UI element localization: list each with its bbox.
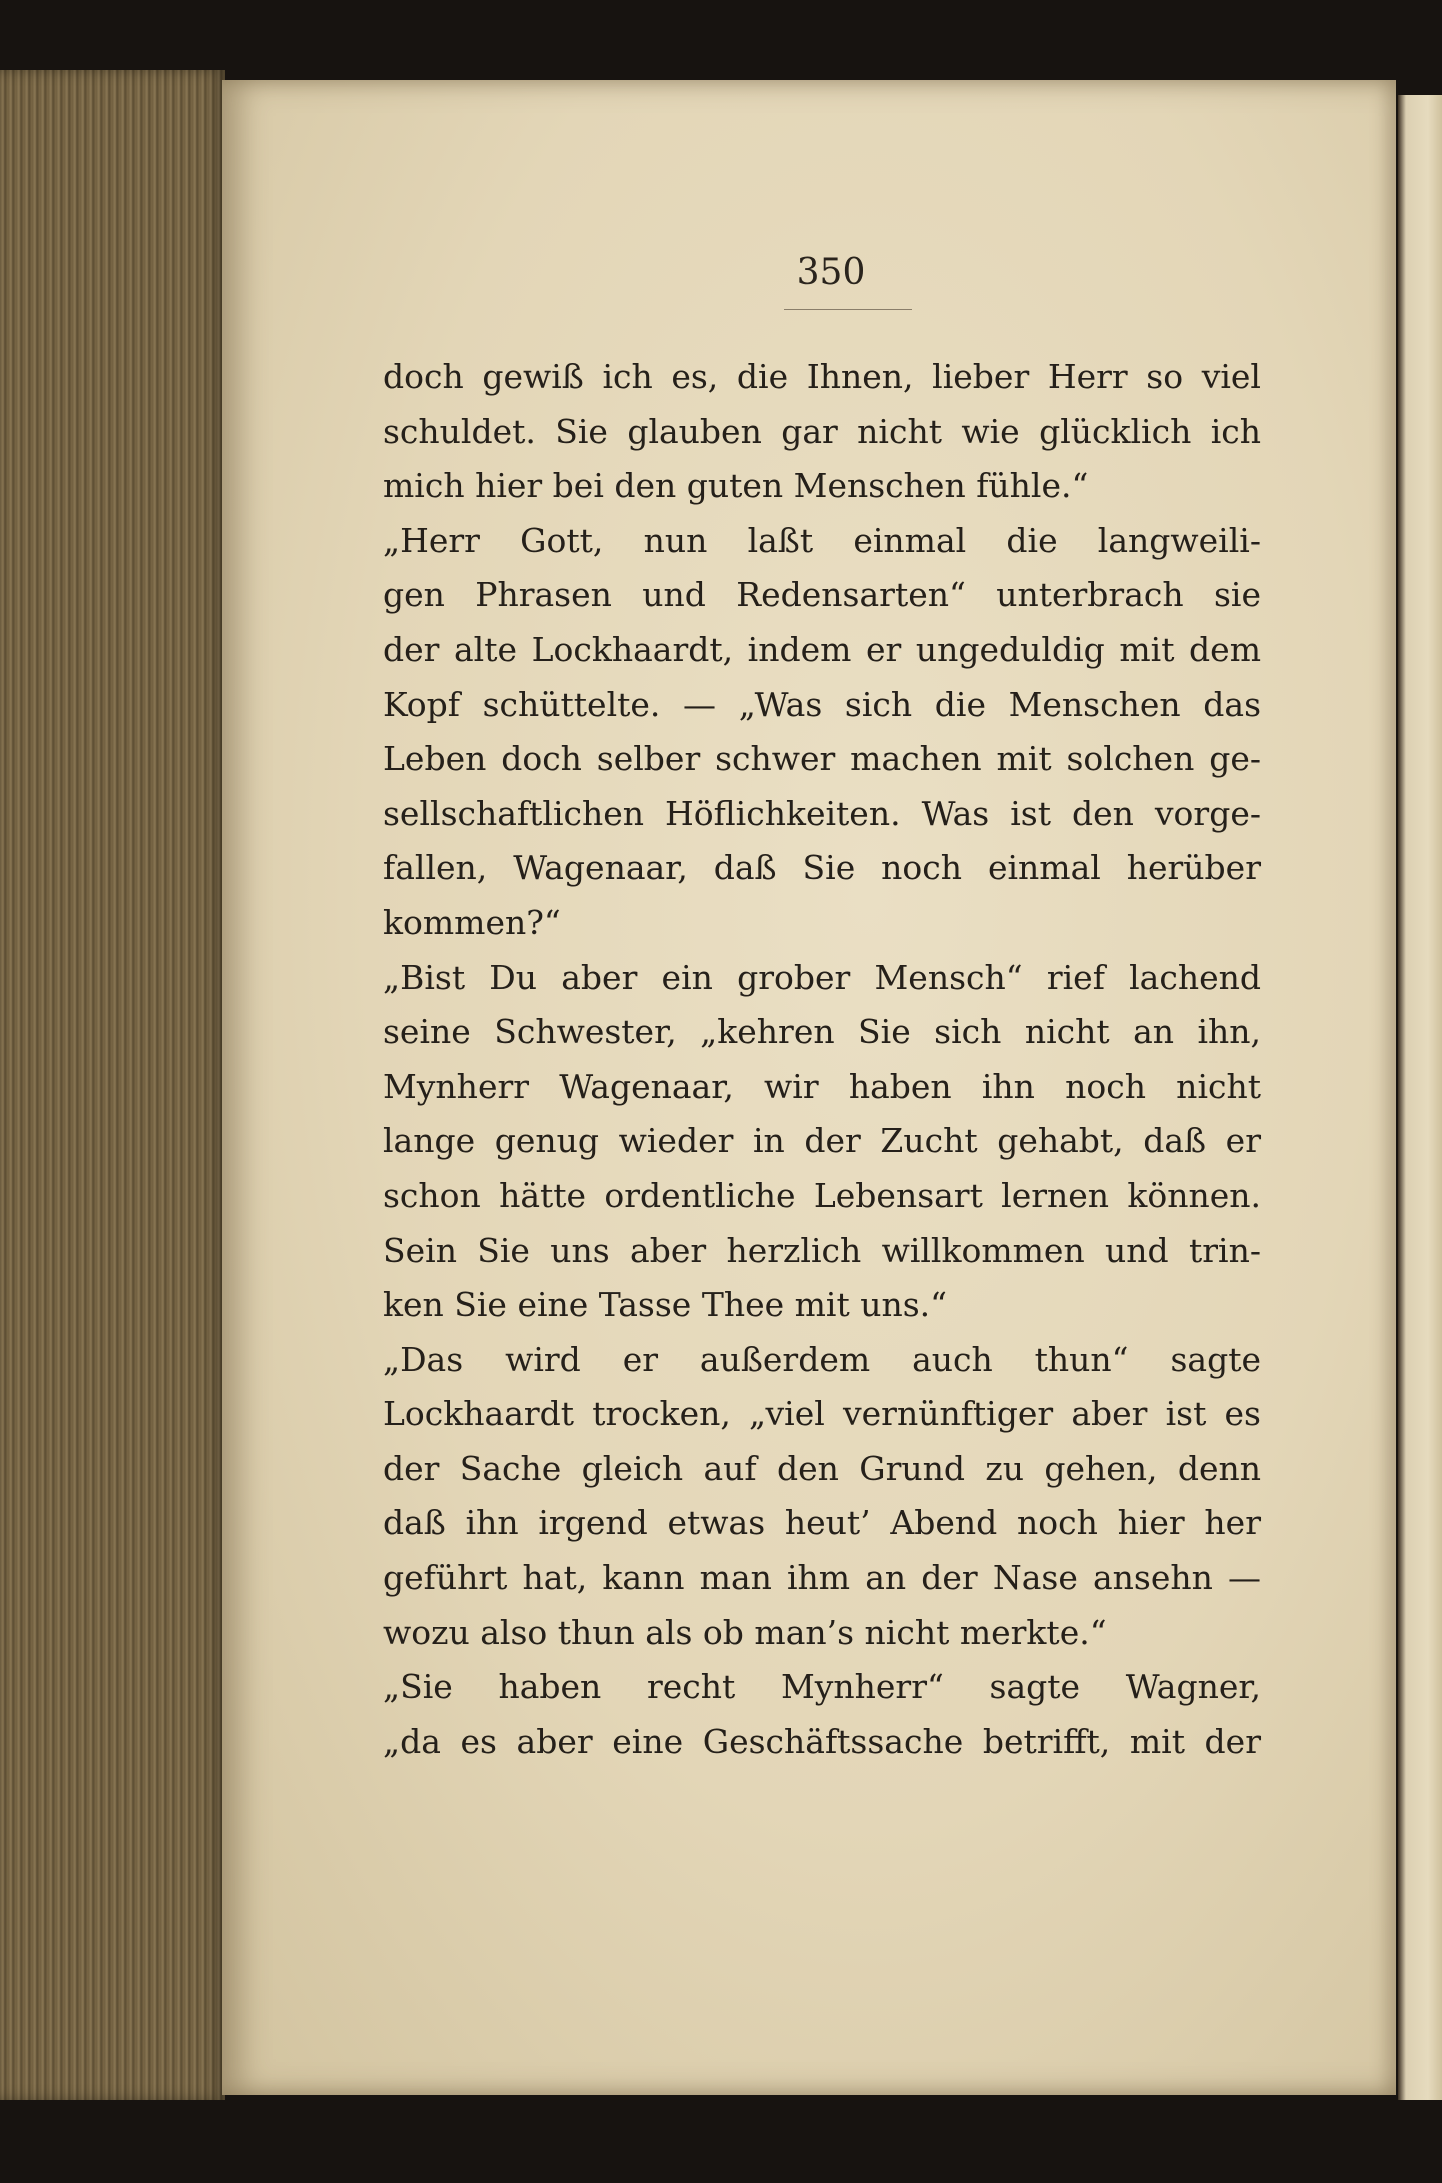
text-line: „Sie haben recht Mynherr“ sagte Wagner,	[383, 1667, 1261, 1707]
text-line: seine Schwester, „kehren Sie sich nicht an ihn,	[383, 1012, 1261, 1052]
text-line: doch gewiß ich es, die Ihnen, lieber Herr so viel	[383, 357, 1261, 396]
text-line: „Bist Du aber ein grober Mensch“ rief lachend	[383, 957, 1261, 997]
text-line: der alte Lockhaardt, indem er ungeduldig mit dem	[383, 629, 1261, 669]
text-line: schuldet. Sie glauben gar nicht wie glücklich ich	[383, 411, 1261, 451]
text-line: lange genug wieder in der Zucht gehabt, daß er	[383, 1121, 1261, 1161]
text-line: kommen?“	[383, 902, 561, 942]
text-line: mich hier bei den guten Menschen fühle.“	[383, 466, 1089, 506]
text-line: „Das wird er außerdem auch thun“ sagte	[383, 1339, 1261, 1379]
text-line: daß ihn irgend etwas heut’ Abend noch hier her	[383, 1503, 1261, 1543]
page-edges	[0, 70, 225, 2100]
body-text	[383, 350, 1261, 1769]
text-line: schon hätte ordentliche Lebensart lernen können.	[383, 1175, 1261, 1215]
text-line: gen Phrasen und Redensarten“ unterbrach sie	[383, 575, 1261, 615]
text-line: Lockhaardt trocken, „viel vernünftiger aber ist es	[383, 1394, 1261, 1434]
text-line: fallen, Wagenaar, daß Sie noch einmal herüber	[383, 848, 1261, 888]
text-line: geführt hat, kann man ihm an der Nase ansehn —	[383, 1558, 1261, 1598]
facing-page-edge	[1398, 95, 1442, 2100]
page-number: 350	[796, 252, 866, 293]
text-line: Mynherr Wagenaar, wir haben ihn noch nicht	[383, 1066, 1261, 1106]
text-line: Sein Sie uns aber herzlich willkommen und trin-	[383, 1230, 1261, 1270]
text-line: „Herr Gott, nun laßt einmal die langweili-	[383, 520, 1261, 560]
text-line: der Sache gleich auf den Grund zu gehen, denn	[383, 1448, 1261, 1488]
page-number-rule	[784, 309, 912, 310]
text-line: Kopf schüttelte. — „Was sich die Menschen das	[383, 684, 1261, 724]
text-line: sellschaftlichen Höflichkeiten. Was ist den vorge-	[383, 793, 1261, 833]
text-line: Leben doch selber schwer machen mit solchen ge-	[383, 739, 1261, 779]
text-line: ken Sie eine Tasse Thee mit uns.“	[383, 1285, 948, 1325]
text-line: wozu also thun als ob man’s nicht merkte.“	[383, 1612, 1107, 1652]
text-line: „da es aber eine Geschäftssache betrifft, mit der	[383, 1721, 1261, 1761]
